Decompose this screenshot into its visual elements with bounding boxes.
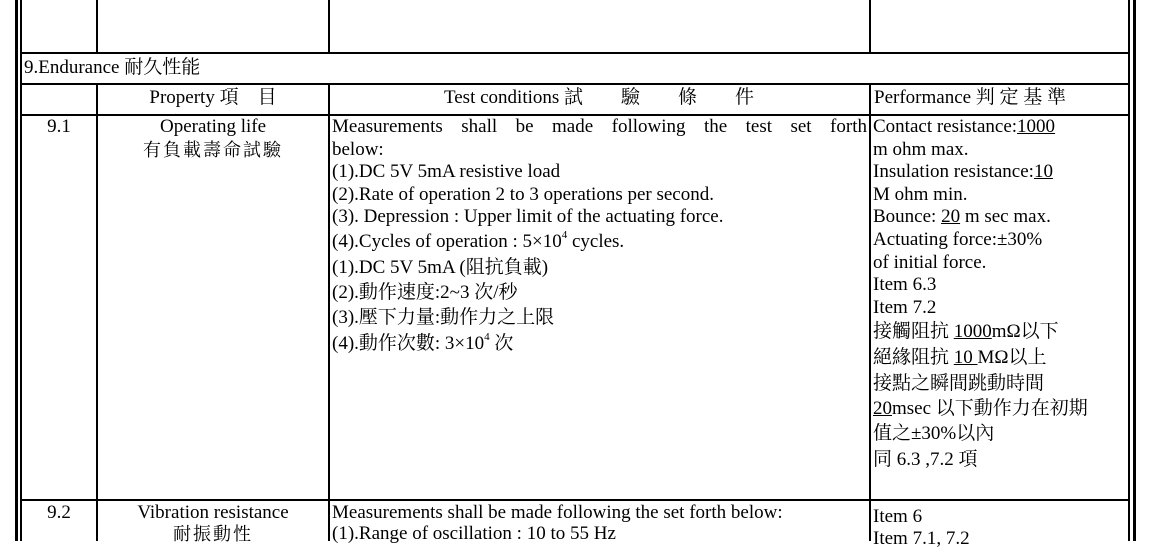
perf-zh-1 <box>873 321 1059 344</box>
col-sep-3-top <box>869 0 871 53</box>
left-border-inner <box>20 0 22 541</box>
col-sep-1-top <box>96 0 98 53</box>
perf-1-value: 1000 <box>1017 116 1056 137</box>
perf-zh-3: 接點之瞬間跳動時間 <box>873 373 1045 394</box>
perf-2: m ohm max. <box>873 139 969 160</box>
cond-zh-1: (1).DC 5V 5mA (阻抗負載) <box>332 257 549 278</box>
perf-zh-4-suffix: msec 以下動作力在初期 <box>892 398 1088 419</box>
cond-2: (2).Rate of operation 2 to 3 operations per second. <box>332 184 714 205</box>
divider-section <box>22 83 1128 85</box>
perf-5-value: 20 <box>941 206 961 227</box>
row-9-1-property-en: Operating life <box>159 116 267 137</box>
cond-4 <box>332 231 624 254</box>
perf-zh-2 <box>873 347 1047 370</box>
cond-intro-2: below: <box>332 139 384 160</box>
perf-5-label: Bounce: <box>873 206 942 227</box>
row-9-2-id: 9.2 <box>47 502 71 523</box>
cond-zh-2: (2).動作速度:2~3 次/秒 <box>332 282 518 303</box>
perf-zh-2-value: 10 <box>953 347 978 368</box>
header-conditions: Test conditions 試 驗 條 件 <box>443 87 755 108</box>
col-sep-3 <box>869 84 871 541</box>
perf-6: Actuating force:±30% <box>873 229 1043 250</box>
cond-zh-4-suffix: 次 <box>489 333 514 354</box>
section-title: 9.Endurance 耐久性能 <box>24 57 201 78</box>
cond-zh-4 <box>332 333 513 356</box>
row-9-2-perf-2: Item 7.1, 7.2 <box>873 528 970 549</box>
header-property: Property 項 目 <box>149 87 277 108</box>
header-performance: Performance 判 定 基 準 <box>874 87 1067 108</box>
col-sep-2 <box>328 84 330 541</box>
col-sep-2-top <box>328 0 330 53</box>
divider-top <box>22 52 1128 54</box>
row-9-2-property-en: Vibration resistance <box>137 502 289 523</box>
perf-3-label: Insulation resistance: <box>873 161 1034 182</box>
cond-4-suffix: cycles. <box>567 231 625 252</box>
perf-zh-6: 同 6.3 ,7.2 項 <box>873 449 978 470</box>
perf-zh-1-label: 接觸阻抗 <box>873 321 954 342</box>
perf-7: of initial force. <box>873 252 987 273</box>
perf-1 <box>873 116 1055 139</box>
cond-3: (3). Depression : Upper limit of the actuating force. <box>332 206 724 227</box>
cond-zh-4-exponent: 4 <box>484 331 490 343</box>
perf-5-suffix: m sec max. <box>960 206 1051 227</box>
perf-4: M ohm min. <box>873 184 968 205</box>
cond-4-exponent: 4 <box>561 229 568 241</box>
cond-intro-1: Measurements shall be made following the test set forth <box>332 116 867 137</box>
cond-zh-3: (3).壓下力量:動作力之上限 <box>332 307 555 328</box>
perf-zh-2-label: 絕緣阻抗 <box>873 347 954 368</box>
perf-zh-2-suffix: MΩ以上 <box>977 347 1047 368</box>
perf-1-label: Contact resistance: <box>873 116 1018 137</box>
perf-3 <box>873 161 1053 184</box>
perf-5 <box>873 206 1051 229</box>
cond-4-text: (4).Cycles of operation : 5×10 <box>332 231 562 252</box>
right-border-inner <box>1128 0 1130 541</box>
perf-zh-5: 值之±30%以內 <box>873 423 995 444</box>
perf-zh-1-value: 1000 <box>953 321 992 342</box>
perf-9: Item 7.2 <box>873 297 937 318</box>
cond-1: (1).DC 5V 5mA resistive load <box>332 161 561 182</box>
perf-zh-4-value: 20 <box>873 398 892 419</box>
perf-zh-4 <box>873 398 1088 421</box>
row-9-2-cond-intro: Measurements shall be made following the set forth below: <box>332 502 783 523</box>
perf-3-value: 10 <box>1033 161 1053 182</box>
row-9-2-cond-1: (1).Range of oscillation : 10 to 55 Hz <box>332 523 616 544</box>
right-border-outer <box>1133 0 1136 541</box>
row-9-2-property-zh: 耐振動性 <box>173 524 253 544</box>
perf-8: Item 6.3 <box>873 274 937 295</box>
cond-zh-4-text: (4).動作次數: 3×10 <box>332 333 485 354</box>
row-9-1-id: 9.1 <box>47 116 71 137</box>
left-border-outer <box>15 0 18 541</box>
row-9-2-perf-1: Item 6 <box>873 506 923 527</box>
divider-row <box>22 499 1128 501</box>
row-9-1-property-zh: 有負載壽命試驗 <box>143 140 283 160</box>
perf-zh-1-suffix: mΩ以下 <box>991 321 1059 342</box>
